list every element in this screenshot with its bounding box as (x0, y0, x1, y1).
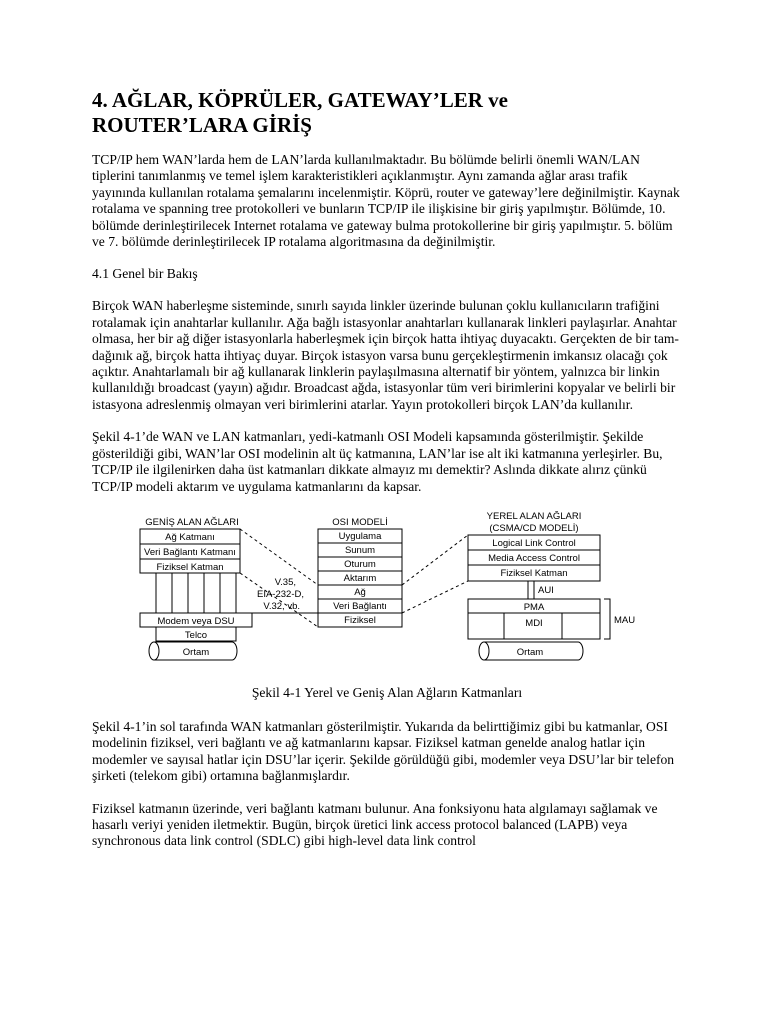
osi-layer-transport: Aktarım (343, 572, 377, 584)
intro-paragraph: TCP/IP hem WAN’larda hem de LAN’larda kullanılmaktadır. Bu bölümde belirli önemli WAN/LAN tiplerini tanımlanmış ve temel işlem karakteristikleri açıklanmıştır. Aynı zamanda ağlar arası trafik yayınında kullanılan rotalama şemalarını incelenmiştir. Köprü, router ve gateway’lere değinilmiştir. Kaynak rotalama ve spanning tree protokolleri ve bunların TCP/IP ile ilişkisine bir giriş yapılmıştır. Bölümde, 10. bölümde derinleştirilecek Internet rotalama ve gateway bulma protokollerine bir giriş yapılmıştır. 5. bölüm ve 7. bölümde derinleştirilecek IP rotalama algoritmasına da değinilmiştir. (92, 152, 680, 250)
wan-interface-eia232: EIA-232-D, (257, 588, 304, 600)
osi-layer-presentation: Sunum (344, 544, 376, 556)
paragraph-datalink: Fiziksel katmanın üzerinde, veri bağlantı katmanı bulunur. Ana fonksiyonu hata algılamayı sağlamak ve hasarlı veriyi yeniden iletmektir. Bugün, birçok üretici link access protocol balanced (LAPB) veya synchronous data link control (SDLC) gibi high-level data link control (92, 800, 658, 849)
wan-modem-label: Modem veya DSU (157, 615, 235, 627)
wan-medium-label: Ortam (182, 646, 210, 658)
network-layers-diagram (92, 511, 682, 681)
wan-layer-datalink: Veri Bağlantı Katmanı (144, 546, 236, 558)
figure-4-1 (92, 511, 682, 681)
osi-layer-application: Uygulama (338, 530, 382, 542)
wan-interface-v35: V.35, (274, 576, 296, 588)
chapter-title: 4. AĞLAR, KÖPRÜLER, GATEWAY’LER ve ROUTER’LARA GİRİŞ (92, 88, 508, 137)
lan-layer-mac: Media Access Control (488, 552, 580, 564)
lan-mau-label: MAU (614, 614, 636, 626)
osi-layer-datalink: Veri Bağlantı (333, 600, 387, 612)
wan-telco-label: Telco (184, 629, 208, 641)
osi-layer-physical: Fiziksel (344, 614, 376, 626)
osi-layer-session: Oturum (344, 558, 376, 570)
lan-subheader: (CSMA/CD MODELİ) (489, 522, 579, 534)
lan-aui-label: AUI (538, 584, 554, 596)
lan-header: YEREL ALAN AĞLARI (486, 510, 582, 522)
lan-pma-label: PMA (523, 601, 545, 613)
wan-layer-network: Ağ Katmanı (165, 531, 215, 543)
paragraph-figure-intro: Şekil 4-1’de WAN ve LAN katmanları, yedi-katmanlı OSI Modeli kapsamında gösterilmiştir. Şekilde gösterildiği gibi, WAN’lar OSI modelinin alt üç katmanına, LAN’lar ise alt iki katmanına yerleşirler. Bu, TCP/IP ile ilgilenirken daha üst katmanları dikkate almayız mı demektir? Aslında dikkate alırız çünkü TCP/IP modeli aktarım ve uygulama katmanlarını da kapsar. (92, 429, 663, 494)
mau-bracket (604, 599, 610, 639)
paragraph-wan-layers: Şekil 4-1’in sol tarafında WAN katmanları gösterilmiştir. Yukarıda da belirttiğimiz gibi bu katmanlar, OSI modelinin fiziksel, veri bağlantı ve ağ katmanlarını kapsar. Fiziksel katman genelde analog hatlar için modemler ve sayısal hatlar için DSU’lar içerir. Şekilde görüldüğü gibi, modemler veya DSU’lar bir telefon şirketi (telekom gibi) ortamına bağlanmışlardır. (92, 718, 675, 784)
lan-medium-label: Ortam (516, 646, 544, 658)
lan-layer-physical: Fiziksel Katman (500, 567, 568, 579)
osi-header: OSI MODELİ (332, 516, 388, 528)
wan-layer-physical: Fiziksel Katman (156, 561, 224, 573)
osi-layer-network: Ağ (354, 586, 366, 598)
section-heading: 4.1 Genel bir Bakış (92, 266, 198, 282)
wan-interface-v32: V.32, vb. (263, 600, 300, 612)
document-page (92, 88, 682, 866)
paragraph-switching: Birçok WAN haberleşme sisteminde, sınırlı sayıda linkler üzerinde bulunan çoklu kullanıcıların trafiğini rotalamak için anahtarlar kullanılır. Ağa bağlı istasyonlar anahtarları kullanarak linkleri paylaşırlar. Anahtar olmasa, her bir ağ diğer istasyonlarla haberleşmek için birçok hatta ihtiyaç duyacaktı. Gerçekten de bir tam-dağınık ağ, birçok hatta ihtiyaç duyar. Birçok istasyon varsa bunu gerçekleştirmenin imkansız olacağı çok açıktır. Anahtarlamalı bir ağ kullanarak linklerin paylaşılmasına alternatif bir yöntem, yalnızca bir linkin kullanıldığı broadcast (yayın) ağıdır. Broadcast ağda, istasyonlar tüm veri birimlerini kopyalar ve belirli bir istasyona adreslenmiş olmayan veri birimlerini atarlar. Yayın protokolleri birçok LAN’da kullanılır. (92, 298, 679, 412)
lan-mdi-label: MDI (525, 617, 543, 629)
lan-layer-llc: Logical Link Control (492, 537, 576, 549)
wan-header: GENİŞ ALAN AĞLARI (145, 516, 239, 528)
figure-caption: Şekil 4-1 Yerel ve Geniş Alan Ağların Katmanları (251, 684, 523, 700)
